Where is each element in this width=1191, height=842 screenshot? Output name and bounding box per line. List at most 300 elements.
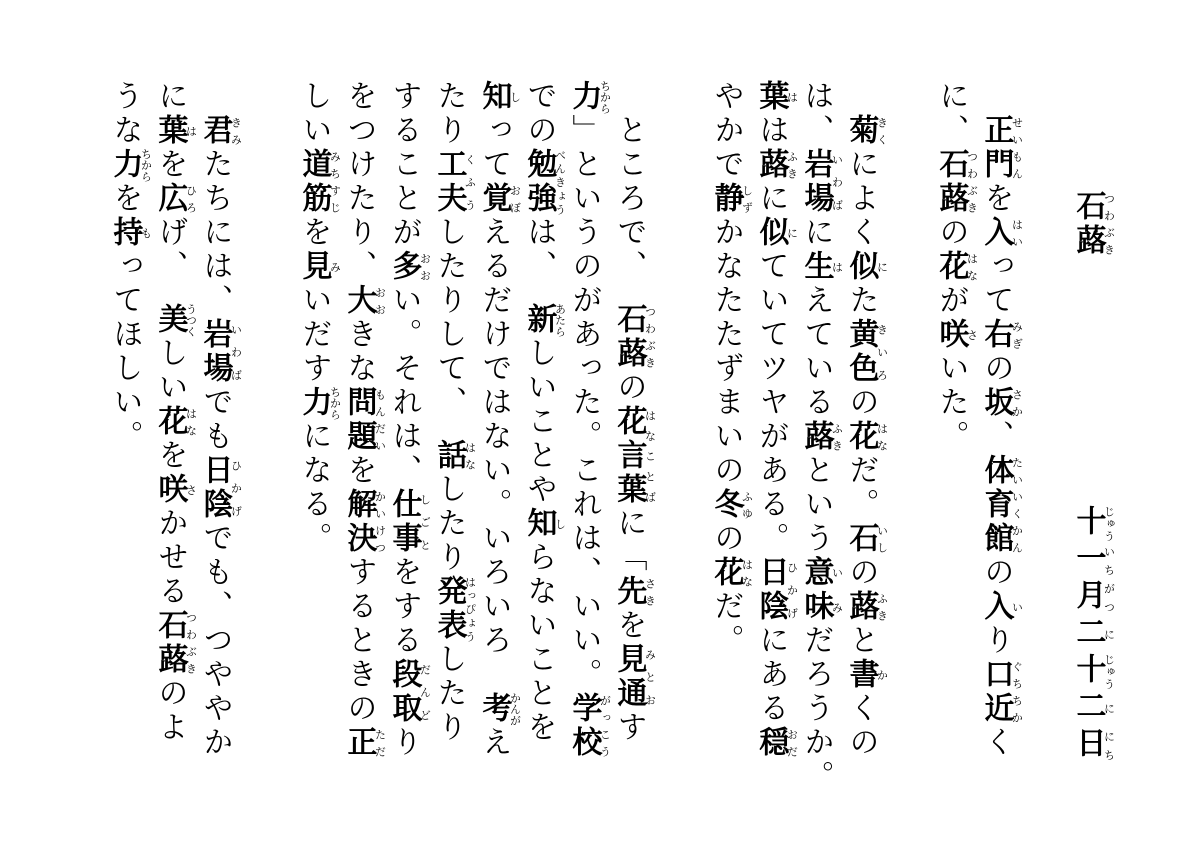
- text-run: ていてツヤがある。: [753, 250, 789, 556]
- ruby-base: 菊: [843, 114, 879, 148]
- ruby-word: [798, 556, 844, 624]
- ruby-base: 石蕗: [933, 148, 969, 216]
- ruby-base: 一: [1070, 542, 1106, 579]
- furigana: しず: [740, 182, 754, 216]
- ruby-word: [386, 658, 432, 726]
- ruby-word: [1070, 579, 1116, 616]
- text-run: を: [107, 182, 143, 216]
- furigana: ひろ: [184, 182, 198, 216]
- furigana: いし: [875, 522, 889, 556]
- text-column: [145, 0, 197, 842]
- text-run: によく: [843, 148, 879, 250]
- ruby-base: 学校: [566, 692, 602, 760]
- text-run: の: [843, 386, 879, 420]
- ruby-base: 力: [107, 148, 143, 182]
- text-column: [424, 0, 476, 842]
- text-column: [100, 0, 152, 842]
- ruby-base: 石蕗: [1070, 190, 1106, 258]
- text-run: でも: [197, 386, 233, 454]
- furigana: かいけつ: [373, 488, 387, 556]
- furigana: ぐち: [1010, 658, 1024, 692]
- ruby-word: [611, 303, 657, 371]
- ruby-base: 覚: [476, 182, 512, 216]
- furigana: いわば: [229, 318, 243, 386]
- ruby-word: [296, 386, 342, 420]
- text-column: [469, 0, 521, 842]
- furigana: がっこう: [598, 692, 612, 760]
- ruby-base: 蕗: [843, 590, 879, 624]
- ruby-word: [152, 303, 198, 337]
- furigana: ひかげ: [229, 454, 243, 522]
- furigana: ちから: [598, 80, 612, 114]
- furigana: かんが: [508, 692, 522, 726]
- ruby-word: [152, 114, 198, 148]
- ruby-word: [933, 318, 979, 352]
- text-run: を: [978, 182, 1014, 216]
- ruby-base: 月: [1070, 579, 1106, 616]
- furigana: し: [508, 80, 522, 114]
- text-run: でも、つややか: [197, 522, 233, 760]
- ruby-word: [1070, 727, 1116, 764]
- text-run: するときの: [341, 556, 377, 726]
- ruby-base: 書: [843, 658, 879, 692]
- ruby-base: 見: [296, 250, 332, 284]
- ruby-base: 花言葉: [611, 405, 647, 507]
- ruby-word: [431, 148, 477, 216]
- ruby-base: 工夫: [431, 148, 467, 216]
- ruby-base: 段取: [386, 658, 422, 726]
- furigana: もんだい: [373, 386, 387, 454]
- ruby-base: 岩場: [798, 148, 834, 216]
- text-run: きな: [341, 318, 377, 386]
- text-run: の: [933, 216, 969, 250]
- ruby-base: 岩場: [197, 318, 233, 386]
- ruby-word: [978, 590, 1024, 624]
- furigana: はな: [875, 420, 889, 454]
- text-run: したりして、: [431, 216, 467, 439]
- ruby-word: [611, 405, 657, 507]
- furigana: あたら: [553, 303, 567, 337]
- furigana: ひかげ: [785, 556, 799, 624]
- text-run: らないことを: [521, 541, 557, 745]
- ruby-word: [843, 658, 889, 692]
- ruby-base: 体育館: [978, 454, 1014, 556]
- ruby-base: 花: [933, 250, 969, 284]
- text-run: く: [978, 726, 1014, 760]
- ruby-word: [978, 386, 1024, 420]
- furigana: はい: [1010, 216, 1024, 250]
- furigana: つわぶき: [1102, 190, 1116, 258]
- ruby-base: 知: [521, 507, 557, 541]
- ruby-base: 蕗: [753, 148, 789, 182]
- ruby-word: [611, 643, 657, 711]
- ruby-word: [341, 488, 387, 556]
- document-date: [1063, 0, 1115, 842]
- text-column: [746, 0, 798, 842]
- text-column: [791, 0, 843, 842]
- text-run: は、: [521, 216, 557, 303]
- ruby-base: 君: [197, 114, 233, 148]
- text-run: に、: [933, 80, 969, 148]
- ruby-base: 生: [798, 250, 834, 284]
- ruby-base: 勉強: [521, 148, 557, 216]
- furigana: がつ: [1102, 579, 1116, 616]
- ruby-base: 広: [152, 182, 188, 216]
- furigana: きみ: [229, 114, 243, 148]
- ruby-base: 日: [1070, 727, 1106, 764]
- ruby-word: [798, 250, 844, 284]
- text-run: やかで: [708, 80, 744, 182]
- ruby-word: [978, 318, 1024, 352]
- text-run: にある: [753, 624, 789, 726]
- ruby-base: 十: [1070, 505, 1106, 542]
- text-run: くの: [843, 692, 879, 760]
- ruby-word: [152, 182, 198, 216]
- furigana: はな: [740, 556, 754, 590]
- ruby-word: [386, 250, 432, 284]
- furigana: みちすじ: [328, 148, 342, 216]
- furigana: に: [1102, 616, 1116, 653]
- ruby-word: [843, 522, 889, 556]
- ruby-base: 日陰: [197, 454, 233, 522]
- ruby-word: [476, 182, 522, 216]
- furigana: に: [785, 216, 799, 250]
- ruby-word: [431, 575, 477, 643]
- ruby-word: [1070, 616, 1116, 653]
- ruby-word: [933, 250, 979, 284]
- furigana: せいもん: [1010, 114, 1024, 182]
- ruby-base: 石蕗: [611, 303, 647, 371]
- ruby-base: 葉: [152, 114, 188, 148]
- ruby-word: [843, 114, 889, 148]
- ruby-word: [843, 420, 889, 454]
- ruby-base: 咲: [152, 473, 188, 507]
- furigana: は: [785, 80, 799, 114]
- text-column: [289, 0, 341, 842]
- furigana: はなことば: [643, 405, 657, 507]
- ruby-base: 静: [708, 182, 744, 216]
- text-run: たちには、: [197, 148, 233, 318]
- furigana: おだ: [785, 726, 799, 760]
- furigana: だんど: [418, 658, 432, 726]
- text-run: を: [296, 216, 332, 250]
- furigana: いわば: [830, 148, 844, 216]
- ruby-base: 花: [152, 405, 188, 439]
- text-run: という: [798, 454, 834, 556]
- text-run: での: [521, 80, 557, 148]
- ruby-base: 花: [708, 556, 744, 590]
- text-run: しい: [296, 80, 332, 148]
- ruby-base: 美: [152, 303, 188, 337]
- ruby-word: [708, 182, 754, 216]
- ruby-base: 見通: [611, 643, 647, 711]
- text-run: い。それは、: [386, 284, 422, 488]
- furigana: ちから: [328, 386, 342, 420]
- text-run: したり: [431, 643, 467, 745]
- text-run: は: [753, 114, 789, 148]
- ruby-word: [843, 318, 889, 386]
- text-run: を: [152, 148, 188, 182]
- furigana: にち: [1102, 727, 1116, 764]
- ruby-word: [708, 488, 754, 522]
- furigana: は: [184, 114, 198, 148]
- furigana: おぼ: [508, 182, 522, 216]
- ruby-word: [753, 80, 799, 114]
- text-run: だ。: [843, 454, 879, 522]
- furigana: べんきょう: [553, 148, 567, 216]
- ruby-word: [753, 148, 799, 182]
- ruby-word: [798, 420, 844, 454]
- furigana: たいいくかん: [1010, 454, 1024, 556]
- furigana: おお: [418, 250, 432, 284]
- text-column: [926, 0, 978, 842]
- text-run: の: [978, 556, 1014, 590]
- ruby-base: 口: [978, 658, 1014, 692]
- text-run: す: [611, 711, 647, 745]
- furigana: つわぶき: [643, 303, 657, 371]
- ruby-base: 持: [107, 216, 143, 250]
- ruby-word: [296, 148, 342, 216]
- furigana: じゅう: [1102, 653, 1116, 690]
- ruby-base: 近: [978, 692, 1014, 726]
- ruby-base: 花: [843, 420, 879, 454]
- furigana: ちから: [139, 148, 153, 182]
- ruby-word: [978, 658, 1024, 692]
- furigana: くふう: [463, 148, 477, 216]
- ruby-word: [197, 114, 243, 148]
- ruby-word: [843, 250, 889, 284]
- furigana: じゅう: [1102, 505, 1116, 542]
- furigana: い: [1010, 590, 1024, 624]
- furigana: に: [1102, 690, 1116, 727]
- furigana: ふき: [875, 590, 889, 624]
- ruby-word: [341, 386, 387, 454]
- ruby-word: [978, 216, 1024, 250]
- furigana: は: [830, 250, 844, 284]
- ruby-base: 発表: [431, 575, 467, 643]
- ruby-base: 考: [476, 692, 512, 726]
- text-run: かなたたずまいの: [708, 216, 744, 488]
- text-run: は、: [798, 80, 834, 148]
- text-run: しいことや: [521, 337, 557, 507]
- text-column: [514, 0, 566, 842]
- furigana: さき: [643, 575, 657, 609]
- text-run: しい: [152, 337, 188, 405]
- ruby-base: 似: [753, 216, 789, 250]
- ruby-word: [798, 148, 844, 216]
- furigana: に: [875, 250, 889, 284]
- ruby-word: [1070, 542, 1116, 579]
- furigana: さか: [1010, 386, 1024, 420]
- ruby-word: [978, 454, 1024, 556]
- furigana: きく: [875, 114, 889, 148]
- text-run: を: [152, 439, 188, 473]
- text-run: うな: [107, 80, 143, 148]
- ruby-base: 似: [843, 250, 879, 284]
- furigana: か: [875, 658, 889, 692]
- ruby-base: 石: [843, 522, 879, 556]
- text-column: [190, 0, 242, 842]
- text-run: いだす: [296, 284, 332, 386]
- text-run: の: [708, 522, 744, 556]
- text-run: をする: [386, 556, 422, 658]
- furigana: ふき: [830, 420, 844, 454]
- ruby-base: 問題: [341, 386, 377, 454]
- text-run: り: [386, 726, 422, 760]
- text-run: たり: [431, 80, 467, 148]
- ruby-word: [978, 692, 1024, 726]
- text-run: 」というのがあった。これは、いい。: [566, 114, 602, 692]
- text-run: の: [611, 371, 647, 405]
- ruby-base: 解決: [341, 488, 377, 556]
- furigana: うつく: [184, 303, 198, 337]
- ruby-word: [566, 80, 612, 114]
- ruby-base: 道筋: [296, 148, 332, 216]
- text-run: に: [753, 182, 789, 216]
- furigana: みぎ: [1010, 318, 1024, 352]
- ruby-word: [476, 692, 522, 726]
- ruby-base: 知: [476, 80, 512, 114]
- ruby-base: 入: [978, 590, 1014, 624]
- ruby-word: [197, 454, 243, 522]
- text-run: の: [978, 352, 1014, 386]
- ruby-base: 黄色: [843, 318, 879, 386]
- text-run: た: [843, 284, 879, 318]
- ruby-word: [566, 692, 612, 760]
- text-run: の: [843, 556, 879, 590]
- text-run: になる。: [296, 420, 332, 556]
- ruby-word: [753, 216, 799, 250]
- ruby-word: [708, 556, 754, 590]
- ruby-word: [753, 726, 799, 760]
- text-run: げ、: [152, 216, 188, 303]
- furigana: はな: [463, 439, 477, 473]
- furigana: つわぶき: [965, 148, 979, 216]
- furigana: はっぴょう: [463, 575, 477, 643]
- text-run: えている: [798, 284, 834, 420]
- text-run: かせる: [152, 507, 188, 609]
- text-run: ってほしい。: [107, 250, 143, 454]
- ruby-base: 右: [978, 318, 1014, 352]
- text-run: をつけたり、: [341, 80, 377, 284]
- ruby-word: [1070, 653, 1116, 690]
- ruby-base: 話: [431, 439, 467, 473]
- ruby-base: 先: [611, 575, 647, 609]
- ruby-base: 入: [978, 216, 1014, 250]
- ruby-base: 力: [566, 80, 602, 114]
- text-run: したり: [431, 473, 467, 575]
- ruby-word: [1070, 690, 1116, 727]
- ruby-word: [476, 80, 522, 114]
- text-run: え: [476, 726, 512, 760]
- text-column: [701, 0, 753, 842]
- ruby-word: [107, 216, 153, 250]
- text-run: に: [152, 80, 188, 114]
- ruby-word: [386, 488, 432, 556]
- text-run: を: [341, 454, 377, 488]
- ruby-word: [341, 726, 387, 760]
- ruby-base: 石蕗: [152, 609, 188, 677]
- text-run: ところで、: [611, 114, 647, 303]
- ruby-base: 冬: [708, 488, 744, 522]
- furigana: はな: [184, 405, 198, 439]
- ruby-base: 咲: [933, 318, 969, 352]
- ruby-base: 意味: [798, 556, 834, 624]
- ruby-word: [152, 609, 198, 677]
- ruby-word: [296, 250, 342, 284]
- ruby-base: 坂: [978, 386, 1014, 420]
- furigana: つわぶき: [184, 609, 198, 677]
- text-run: することが: [386, 80, 422, 250]
- furigana: ふき: [785, 148, 799, 182]
- ruby-base: 日陰: [753, 556, 789, 624]
- furigana: いみ: [830, 556, 844, 624]
- ruby-word: [107, 148, 153, 182]
- ruby-base: 多: [386, 250, 422, 284]
- furigana: ただ: [373, 726, 387, 760]
- ruby-base: 十: [1070, 653, 1106, 690]
- ruby-base: 新: [521, 303, 557, 337]
- text-column: [604, 0, 656, 842]
- furigana: きいろ: [875, 318, 889, 386]
- ruby-base: 葉: [753, 80, 789, 114]
- text-run: だ。: [708, 590, 744, 658]
- ruby-base: 正: [341, 726, 377, 760]
- furigana: み: [328, 250, 342, 284]
- ruby-word: [197, 318, 243, 386]
- ruby-word: [521, 507, 567, 541]
- ruby-base: 二: [1070, 616, 1106, 653]
- ruby-word: [152, 405, 198, 439]
- text-run: って: [978, 250, 1014, 318]
- furigana: ふゆ: [740, 488, 754, 522]
- text-run: に「: [611, 507, 647, 575]
- text-run: り: [978, 624, 1014, 658]
- furigana: いち: [1102, 542, 1116, 579]
- text-run: 、: [978, 420, 1014, 454]
- text-run: が: [933, 284, 969, 318]
- ruby-word: [152, 473, 198, 507]
- ruby-base: 大: [341, 284, 377, 318]
- text-column: [379, 0, 431, 842]
- text-run: に: [798, 216, 834, 250]
- furigana: も: [139, 216, 153, 250]
- text-column: [559, 0, 611, 842]
- text-run: いた。: [933, 352, 969, 454]
- ruby-base: 蕗: [798, 420, 834, 454]
- ruby-word: [933, 148, 979, 216]
- furigana: さ: [965, 318, 979, 352]
- ruby-word: [753, 556, 799, 624]
- furigana: し: [553, 507, 567, 541]
- text-column: [971, 0, 1023, 842]
- ruby-word: [521, 148, 567, 216]
- ruby-base: 仕事: [386, 488, 422, 556]
- furigana: しごと: [418, 488, 432, 556]
- text-run: って: [476, 114, 512, 182]
- furigana: さ: [184, 473, 198, 507]
- text-run: と: [843, 624, 879, 658]
- ruby-word: [611, 575, 657, 609]
- ruby-word: [431, 439, 477, 473]
- ruby-word: [843, 590, 889, 624]
- text-run: だろうか。: [798, 624, 834, 794]
- furigana: おお: [373, 284, 387, 318]
- furigana: みとお: [643, 643, 657, 711]
- ruby-word: [341, 284, 387, 318]
- ruby-word: [1070, 505, 1116, 542]
- ruby-base: 穏: [753, 726, 789, 760]
